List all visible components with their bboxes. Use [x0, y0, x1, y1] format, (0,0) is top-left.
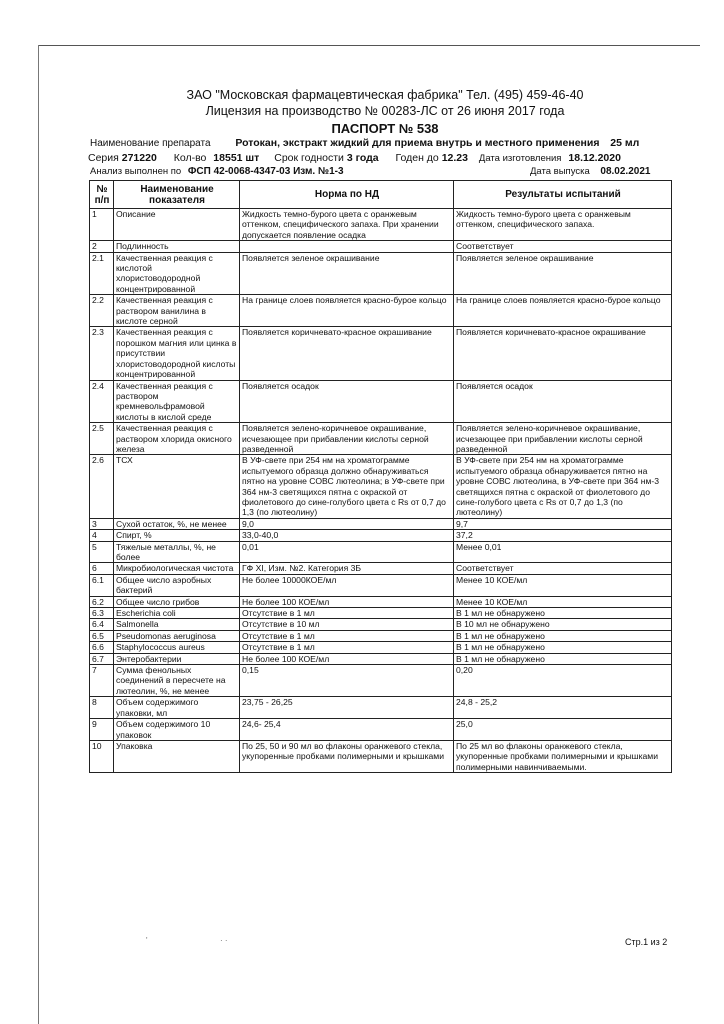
- row-result: В 1 мл не обнаружено: [454, 630, 672, 641]
- product-volume: 25 мл: [610, 137, 640, 149]
- row-number: 10: [90, 740, 114, 772]
- row-result: По 25 мл во флаконы оранжевого стекла, укупоренные пробками полимерными и крышками полимерными навинчиваемыми.: [454, 740, 672, 772]
- row-result: Менее 10 КОЕ/мл: [454, 574, 672, 596]
- release-date-row: [530, 166, 650, 177]
- row-indicator-name: Escherichia coli: [114, 608, 240, 619]
- row-norm: По 25, 50 и 90 мл во флаконы оранжевого стекла, укупоренные пробками полимерными и крышками: [240, 740, 454, 772]
- row-indicator-name: Сухой остаток, %, не менее: [114, 518, 240, 529]
- row-number: 2.2: [90, 295, 114, 327]
- table-body: [90, 209, 672, 773]
- company-line: ЗАО "Московская фармацевтическая фабрика" Тел. (495) 459-46-40: [186, 88, 584, 102]
- row-norm: [240, 241, 454, 252]
- column-header-result: Результаты испытаний: [454, 181, 672, 209]
- row-indicator-name: Качественная реакция с раствором ванилина в кислоте серной: [114, 295, 240, 327]
- row-indicator-name: Объем содержимого упаковки, мл: [114, 697, 240, 719]
- table-row: [90, 423, 672, 455]
- table-row: [90, 665, 672, 697]
- row-norm: Появляется зелено-коричневое окрашивание, исчезающее при прибавлении кислоты серной разведенной: [240, 423, 454, 455]
- row-indicator-name: Общее число грибов: [114, 596, 240, 607]
- quantity-value: 18551 шт: [213, 152, 260, 164]
- table-header-row: [90, 181, 672, 209]
- license-line: Лицензия на производство № 00283-ЛС от 26 июня 2017 года: [205, 104, 565, 118]
- row-number: 6: [90, 563, 114, 574]
- analysis-row: [90, 166, 344, 177]
- manufacture-date-value: 18.12.2020: [568, 152, 621, 164]
- release-date-value: 08.02.2021: [600, 166, 651, 177]
- row-number: 7: [90, 665, 114, 697]
- row-norm: 9,0: [240, 518, 454, 529]
- row-indicator-name: Упаковка: [114, 740, 240, 772]
- row-result: 25,0: [454, 719, 672, 741]
- row-result: В 10 мл не обнаружено: [454, 619, 672, 630]
- row-result: Появляется зелено-коричневое окрашивание, исчезающее при прибавлении кислоты серной разведенной: [454, 423, 672, 455]
- table-row: [90, 518, 672, 529]
- table-row: [90, 455, 672, 518]
- valid-until-label: Годен до: [395, 152, 439, 164]
- row-indicator-name: Staphylococcus aureus: [114, 642, 240, 653]
- row-indicator-name: Качественная реакция с кислотой хлористоводородной концентрированной: [114, 252, 240, 295]
- table-row: [90, 241, 672, 252]
- analysis-label: Анализ выполнен по: [90, 166, 182, 177]
- row-result: Менее 10 КОЕ/мл: [454, 596, 672, 607]
- product-name-row: [90, 137, 639, 149]
- manufacture-date-label: Дата изготовления: [478, 153, 562, 164]
- shelf-life-value: 3 года: [346, 152, 379, 164]
- row-norm: На границе слоев появляется красно-бурое кольцо: [240, 295, 454, 327]
- table-row: [90, 563, 672, 574]
- product-label: Наименование препарата: [90, 138, 211, 149]
- handwritten-mark: · ·: [220, 936, 228, 945]
- row-result: На границе слоев появляется красно-бурое кольцо: [454, 295, 672, 327]
- row-number: 2: [90, 241, 114, 252]
- row-indicator-name: Качественная реакция с порошком магния или цинка в присутствии хлористоводородной кислоты концентрированной: [114, 327, 240, 380]
- row-norm: 23,75 - 26,25: [240, 697, 454, 719]
- row-norm: Не более 100 КОЕ/мл: [240, 596, 454, 607]
- row-result: 37,2: [454, 530, 672, 541]
- row-norm: Не более 10000КОЕ/мл: [240, 574, 454, 596]
- row-result: Жидкость темно-бурого цвета с оранжевым оттенком, специфического запаха.: [454, 209, 672, 241]
- table-row: [90, 574, 672, 596]
- row-number: 2.6: [90, 455, 114, 518]
- row-indicator-name: Подлинность: [114, 241, 240, 252]
- row-number: 3: [90, 518, 114, 529]
- passport-title: ПАСПОРТ № 538: [331, 121, 439, 136]
- release-date-label: Дата выпуска: [530, 166, 590, 177]
- row-result: 24,8 - 25,2: [454, 697, 672, 719]
- table-row: [90, 653, 672, 664]
- row-result: Появляется осадок: [454, 380, 672, 423]
- page-border-top: [38, 45, 700, 46]
- row-number: 2.5: [90, 423, 114, 455]
- batch-row: [88, 152, 621, 164]
- table-row: [90, 697, 672, 719]
- row-norm: Появляется осадок: [240, 380, 454, 423]
- row-indicator-name: ТСХ: [114, 455, 240, 518]
- row-number: 8: [90, 697, 114, 719]
- specification-table: [89, 180, 672, 773]
- shelf-life-label: Срок годности: [274, 152, 344, 164]
- row-norm: 0,01: [240, 541, 454, 563]
- row-norm: Не более 100 КОЕ/мл: [240, 653, 454, 664]
- row-indicator-name: Сумма фенольных соединений в пересчете на лютеолин, %, не менее: [114, 665, 240, 697]
- table-row: [90, 541, 672, 563]
- table-row: [90, 327, 672, 380]
- row-result: Менее 0,01: [454, 541, 672, 563]
- row-indicator-name: Описание: [114, 209, 240, 241]
- row-result: 0,20: [454, 665, 672, 697]
- row-result: Соответствует: [454, 563, 672, 574]
- row-norm: Жидкость темно-бурого цвета с оранжевым оттенком, специфического запаха. При хранении допускается появление осадка: [240, 209, 454, 241]
- row-norm: 33,0-40,0: [240, 530, 454, 541]
- row-norm: Появляется зеленое окрашивание: [240, 252, 454, 295]
- row-norm: Отсутствие в 1 мл: [240, 642, 454, 653]
- row-indicator-name: Объем содержимого 10 упаковок: [114, 719, 240, 741]
- row-number: 2.4: [90, 380, 114, 423]
- row-result: В УФ-свете при 254 нм на хроматограмме испытуемого образца обнаруживается пятно на уровне СОВС лютеолина, в УФ-свете при 364 нм-3 светящихся пятна с окраской от фиолетового до сине-голубого цвета с Rs от 0,7 до 1,3 (по лютеолину): [454, 455, 672, 518]
- column-header-name: Наименование показателя: [114, 181, 240, 209]
- row-number: 9: [90, 719, 114, 741]
- row-norm: Появляется коричневато-красное окрашивание: [240, 327, 454, 380]
- table-row: [90, 596, 672, 607]
- table-row: [90, 252, 672, 295]
- row-norm: Отсутствие в 1 мл: [240, 630, 454, 641]
- quantity-label: Кол-во: [173, 152, 207, 164]
- series-label: Серия: [88, 152, 119, 164]
- row-indicator-name: Энтеробактерии: [114, 653, 240, 664]
- handwritten-mark: ': [146, 936, 148, 945]
- table-row: [90, 642, 672, 653]
- table-row: [90, 380, 672, 423]
- row-norm: ГФ XI, Изм. №2. Категория 3Б: [240, 563, 454, 574]
- row-number: 2.1: [90, 252, 114, 295]
- row-result: В 1 мл не обнаружено: [454, 608, 672, 619]
- row-norm: 24,6- 25,4: [240, 719, 454, 741]
- row-norm: Отсутствие в 1 мл: [240, 608, 454, 619]
- row-result: Соответствует: [454, 241, 672, 252]
- table-row: [90, 630, 672, 641]
- product-value: Ротокан, экстракт жидкий для приема внутрь и местного применения: [235, 137, 600, 149]
- row-number: 4: [90, 530, 114, 541]
- row-number: 1: [90, 209, 114, 241]
- row-number: 2.3: [90, 327, 114, 380]
- row-indicator-name: Общее число аэробных бактерий: [114, 574, 240, 596]
- row-number: 6.3: [90, 608, 114, 619]
- row-indicator-name: Микробиологическая чистота: [114, 563, 240, 574]
- column-header-norm: Норма по НД: [240, 181, 454, 209]
- row-result: Появляется коричневато-красное окрашивание: [454, 327, 672, 380]
- table-row: [90, 209, 672, 241]
- table-row: [90, 530, 672, 541]
- row-norm: В УФ-свете при 254 нм на хроматограмме испытуемого образца должно обнаруживаться пятно на уровне СОВС лютеолина; в УФ-свете при 364 нм-3 светящихся пятна с окраской от фиолетового до сине-голубого цвета с Rs от 0,7 до 1,3 (по лютеолину): [240, 455, 454, 518]
- series-value: 271220: [121, 152, 157, 164]
- valid-until-value: 12.23: [441, 152, 468, 164]
- row-norm: Отсутствие в 10 мл: [240, 619, 454, 630]
- row-result: Появляется зеленое окрашивание: [454, 252, 672, 295]
- row-indicator-name: Salmonella: [114, 619, 240, 630]
- row-indicator-name: Качественная реакция с раствором кремневольфрамовой кислоты в кислой среде: [114, 380, 240, 423]
- page-border-left: [38, 45, 39, 1024]
- table-row: [90, 295, 672, 327]
- column-header-number: № п/п: [90, 181, 114, 209]
- row-indicator-name: Качественная реакция с раствором хлорида окисного железа: [114, 423, 240, 455]
- row-indicator-name: Спирт, %: [114, 530, 240, 541]
- row-indicator-name: Тяжелые металлы, %, не более: [114, 541, 240, 563]
- page-number: Стр.1 из 2: [625, 937, 668, 947]
- row-number: 6.6: [90, 642, 114, 653]
- analysis-value: ФСП 42-0068-4347-03 Изм. №1-3: [187, 166, 344, 177]
- row-result: 9,7: [454, 518, 672, 529]
- row-norm: 0,15: [240, 665, 454, 697]
- row-number: 6.5: [90, 630, 114, 641]
- table-row: [90, 619, 672, 630]
- table-row: [90, 719, 672, 741]
- row-number: 6.1: [90, 574, 114, 596]
- row-result: В 1 мл не обнаружено: [454, 642, 672, 653]
- row-number: 5: [90, 541, 114, 563]
- row-number: 6.7: [90, 653, 114, 664]
- row-number: 6.2: [90, 596, 114, 607]
- row-number: 6.4: [90, 619, 114, 630]
- row-indicator-name: Pseudomonas aeruginosa: [114, 630, 240, 641]
- row-result: В 1 мл не обнаружено: [454, 653, 672, 664]
- table-row: [90, 740, 672, 772]
- table-row: [90, 608, 672, 619]
